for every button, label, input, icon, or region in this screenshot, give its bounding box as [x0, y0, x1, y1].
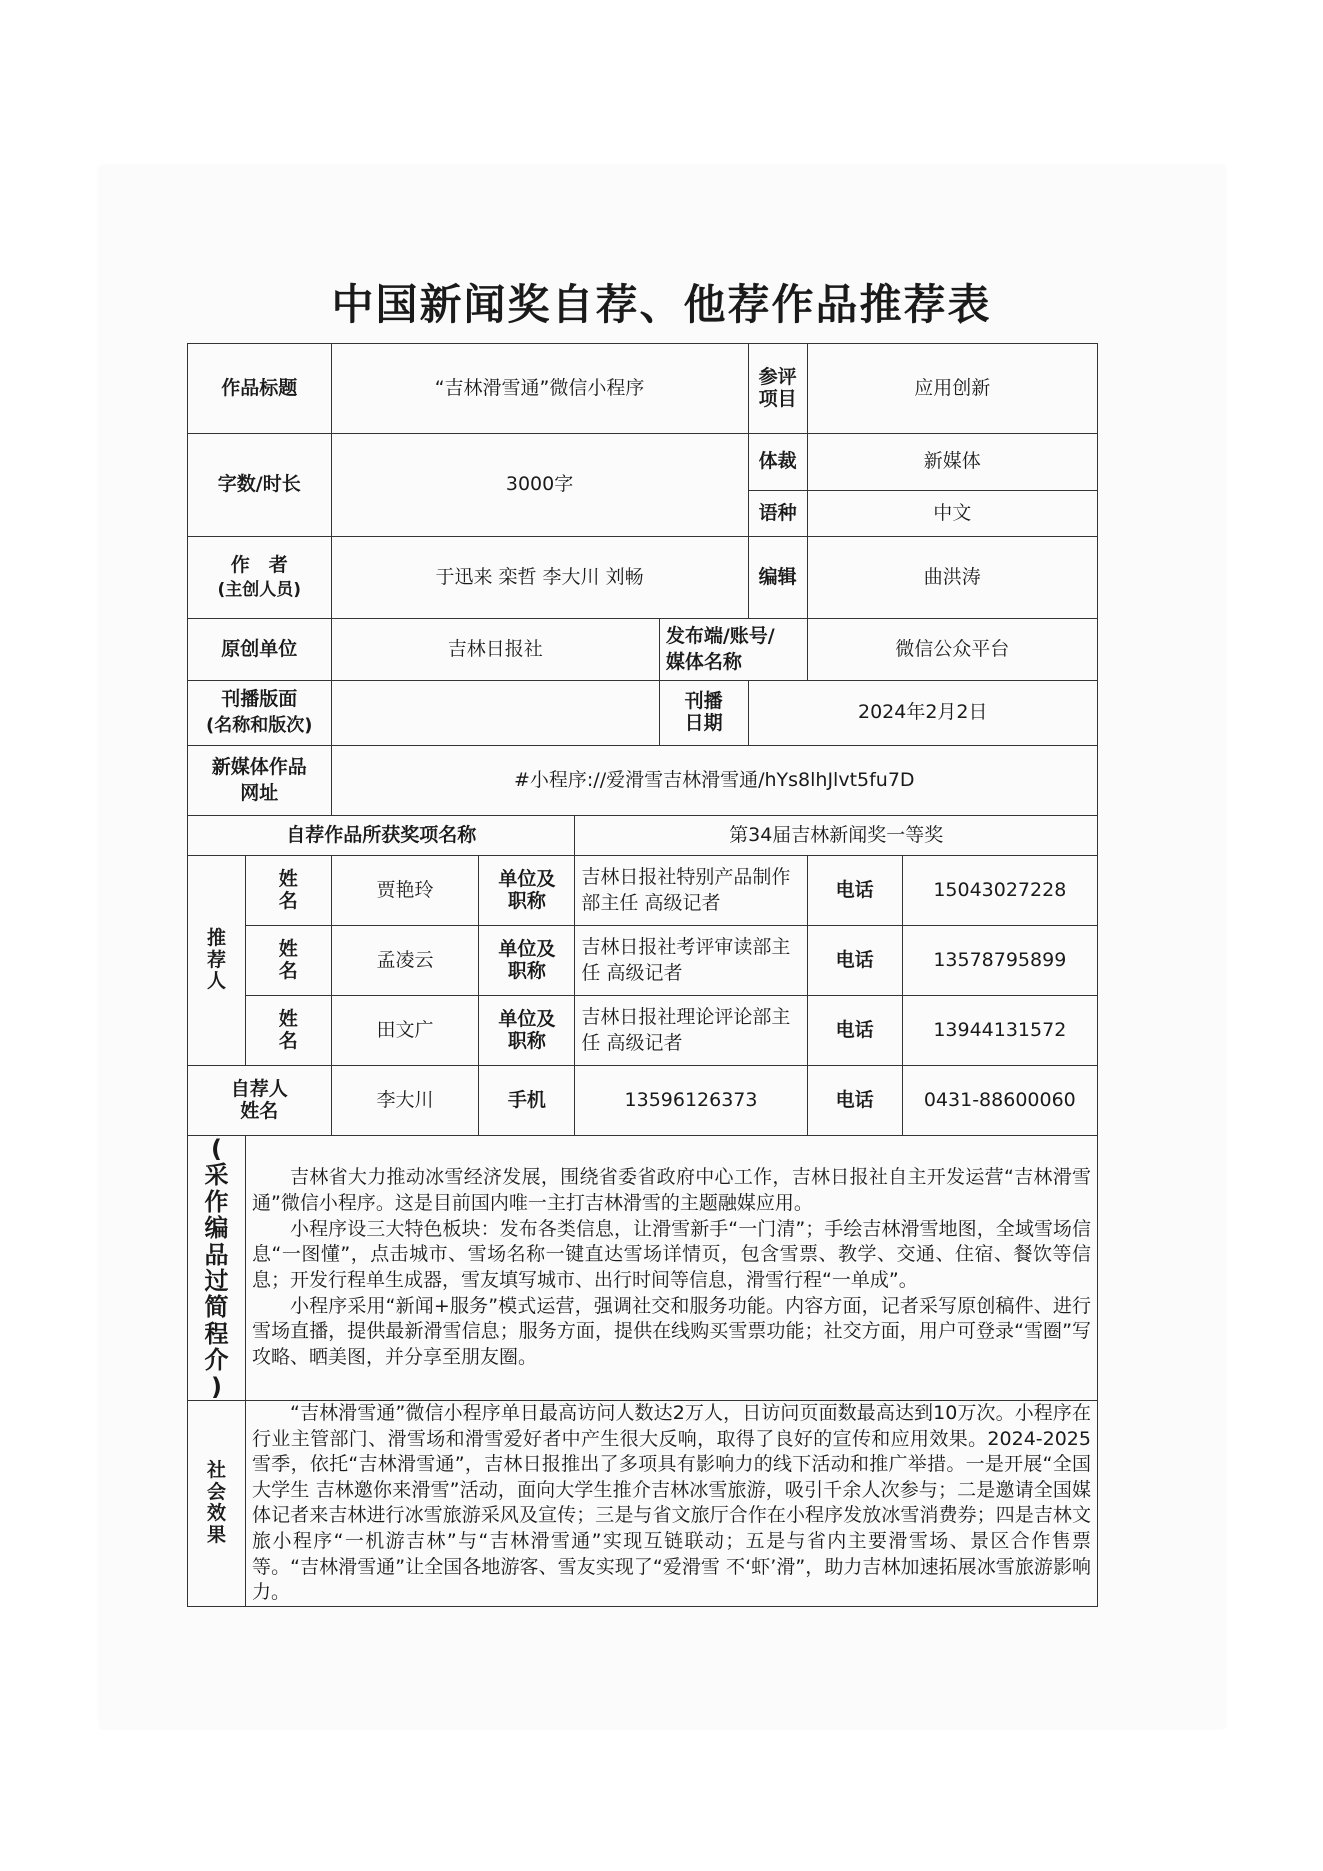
process-label: ( 采 作 编 品 过 简 程 介 ) — [188, 1136, 246, 1401]
language-label: 语种 — [748, 491, 807, 537]
edition-value — [331, 681, 659, 746]
page-title: 中国新闻奖自荐、他荐作品推荐表 — [331, 280, 992, 329]
length-label: 字数/时长 — [188, 434, 332, 537]
row-url — [188, 746, 1098, 816]
row-award — [188, 816, 1098, 856]
row-origin — [188, 619, 1098, 681]
recommender-row — [188, 926, 1098, 996]
length-value: 3000字 — [331, 434, 748, 537]
language-value: 中文 — [807, 491, 1097, 537]
category-label: 参评 项目 — [748, 344, 807, 434]
row-edition — [188, 681, 1098, 746]
editor-label: 编辑 — [748, 537, 807, 619]
effect-label: 社 会 效 果 — [188, 1400, 246, 1606]
recommender-name: 贾艳玲 — [331, 856, 479, 926]
pub-date-label: 刊播 日期 — [659, 681, 748, 746]
phone-label: 电话 — [807, 926, 902, 996]
row-work-title — [188, 344, 1098, 434]
name-label: 姓 名 — [246, 926, 332, 996]
self-phone-value: 0431-88600060 — [902, 1066, 1097, 1136]
work-title-label: 作品标题 — [188, 344, 332, 434]
recommender-unit: 吉林日报社特别产品制作部主任 高级记者 — [575, 856, 807, 926]
recommender-row — [188, 996, 1098, 1066]
unit-label: 单位及 职称 — [479, 926, 575, 996]
award-label: 自荐作品所获奖项名称 — [188, 816, 575, 856]
recommender-group-label: 推 荐 人 — [188, 856, 246, 1066]
editor-value: 曲洪涛 — [807, 537, 1097, 619]
process-paragraph: 小程序设三大特色板块：发布各类信息，让滑雪新手“一门清”；手绘吉林滑雪地图，全域雪场信息“一图懂”，点击城市、雪场名称一键直达雪场详情页，包含雪票、教学、交通、住宿、餐饮等信息；开发行程单生成器，雪友填写城市、出行时间等信息，滑雪行程“一单成”。 — [252, 1217, 1091, 1291]
publisher-value: 微信公众平台 — [807, 619, 1097, 681]
self-phone-label: 电话 — [807, 1066, 902, 1136]
author-value: 于迅来 栾哲 李大川 刘畅 — [331, 537, 748, 619]
name-label: 姓 名 — [246, 856, 332, 926]
origin-label: 原创单位 — [188, 619, 332, 681]
recommender-name: 孟凌云 — [331, 926, 479, 996]
row-process — [188, 1136, 1098, 1401]
process-paragraph: 小程序采用“新闻+服务”模式运营，强调社交和服务功能。内容方面，记者采写原创稿件、进行雪场直播，提供最新滑雪信息；服务方面，提供在线购买雪票功能；社交方面，用户可登录“雪圈”写攻略、晒美图，并分享至朋友圈。 — [252, 1294, 1091, 1368]
genre-label: 体裁 — [748, 434, 807, 491]
name-label: 姓 名 — [246, 996, 332, 1066]
genre-value: 新媒体 — [807, 434, 1097, 491]
unit-label: 单位及 职称 — [479, 996, 575, 1066]
recommender-phone: 13578795899 — [902, 926, 1097, 996]
work-title-value: “吉林滑雪通”微信小程序 — [331, 344, 748, 434]
process-text — [246, 1136, 1098, 1401]
row-length-genre — [188, 434, 1098, 491]
effect-text — [246, 1400, 1098, 1606]
recommender-row — [188, 856, 1098, 926]
recommender-phone: 13944131572 — [902, 996, 1097, 1066]
unit-label: 单位及 职称 — [479, 856, 575, 926]
recommender-unit: 吉林日报社理论评论部主任 高级记者 — [575, 996, 807, 1066]
edition-label: 刊播版面 (名称和版次) — [188, 681, 332, 746]
row-effect — [188, 1400, 1098, 1606]
self-name-label: 自荐人 姓名 — [188, 1066, 332, 1136]
recommender-name: 田文广 — [331, 996, 479, 1066]
mobile-label: 手机 — [479, 1066, 575, 1136]
recommender-phone: 15043027228 — [902, 856, 1097, 926]
url-label: 新媒体作品 网址 — [188, 746, 332, 816]
row-self-recommender — [188, 1066, 1098, 1136]
award-value: 第34届吉林新闻奖一等奖 — [575, 816, 1098, 856]
row-author — [188, 537, 1098, 619]
publisher-label: 发布端/账号/ 媒体名称 — [659, 619, 807, 681]
author-label: 作 者 (主创人员) — [188, 537, 332, 619]
url-value: #小程序://爱滑雪吉林滑雪通/hYs8lhJlvt5fu7D — [331, 746, 1097, 816]
phone-label: 电话 — [807, 996, 902, 1066]
recommender-unit: 吉林日报社考评审读部主任 高级记者 — [575, 926, 807, 996]
self-name-value: 李大川 — [331, 1066, 479, 1136]
effect-paragraph: “吉林滑雪通”微信小程序单日最高访问人数达2万人，日访问页面数最高达到10万次。小程序在行业主管部门、滑雪场和滑雪爱好者中产生很大反响，取得了良好的宣传和应用效果。2024-2025雪季，依托“吉林滑雪通”，吉林日报推出了多项具有影响力的线下活动和推广举措。一是开展“全国大学生 吉林邀你来滑雪”活动，面向大学生推介吉林冰雪旅游，吸引千余人次参与；二是邀请全国媒体记者来吉林进行冰雪旅游采风及宣传；三是与省文旅厅合作在小程序发放冰雪消费券；四是吉林文旅小程序“一机游吉林”与“吉林滑雪通”实现互链联动；五是与省内主要滑雪场、景区合作售票等。“吉林滑雪通”让全国各地游客、雪友实现了“爱滑雪 不‘虾’滑”，助力吉林加速拓展冰雪旅游影响力。 — [252, 1401, 1091, 1604]
phone-label: 电话 — [807, 856, 902, 926]
pub-date-value: 2024年2月2日 — [748, 681, 1097, 746]
process-paragraph: 吉林省大力推动冰雪经济发展，围绕省委省政府中心工作，吉林日报社自主开发运营“吉林滑雪通”微信小程序。这是目前国内唯一主打吉林滑雪的主题融媒应用。 — [252, 1166, 1091, 1215]
recommendation-form-table — [187, 343, 1098, 1607]
self-mobile-value: 13596126373 — [575, 1066, 807, 1136]
origin-value: 吉林日报社 — [331, 619, 659, 681]
category-value: 应用创新 — [807, 344, 1097, 434]
